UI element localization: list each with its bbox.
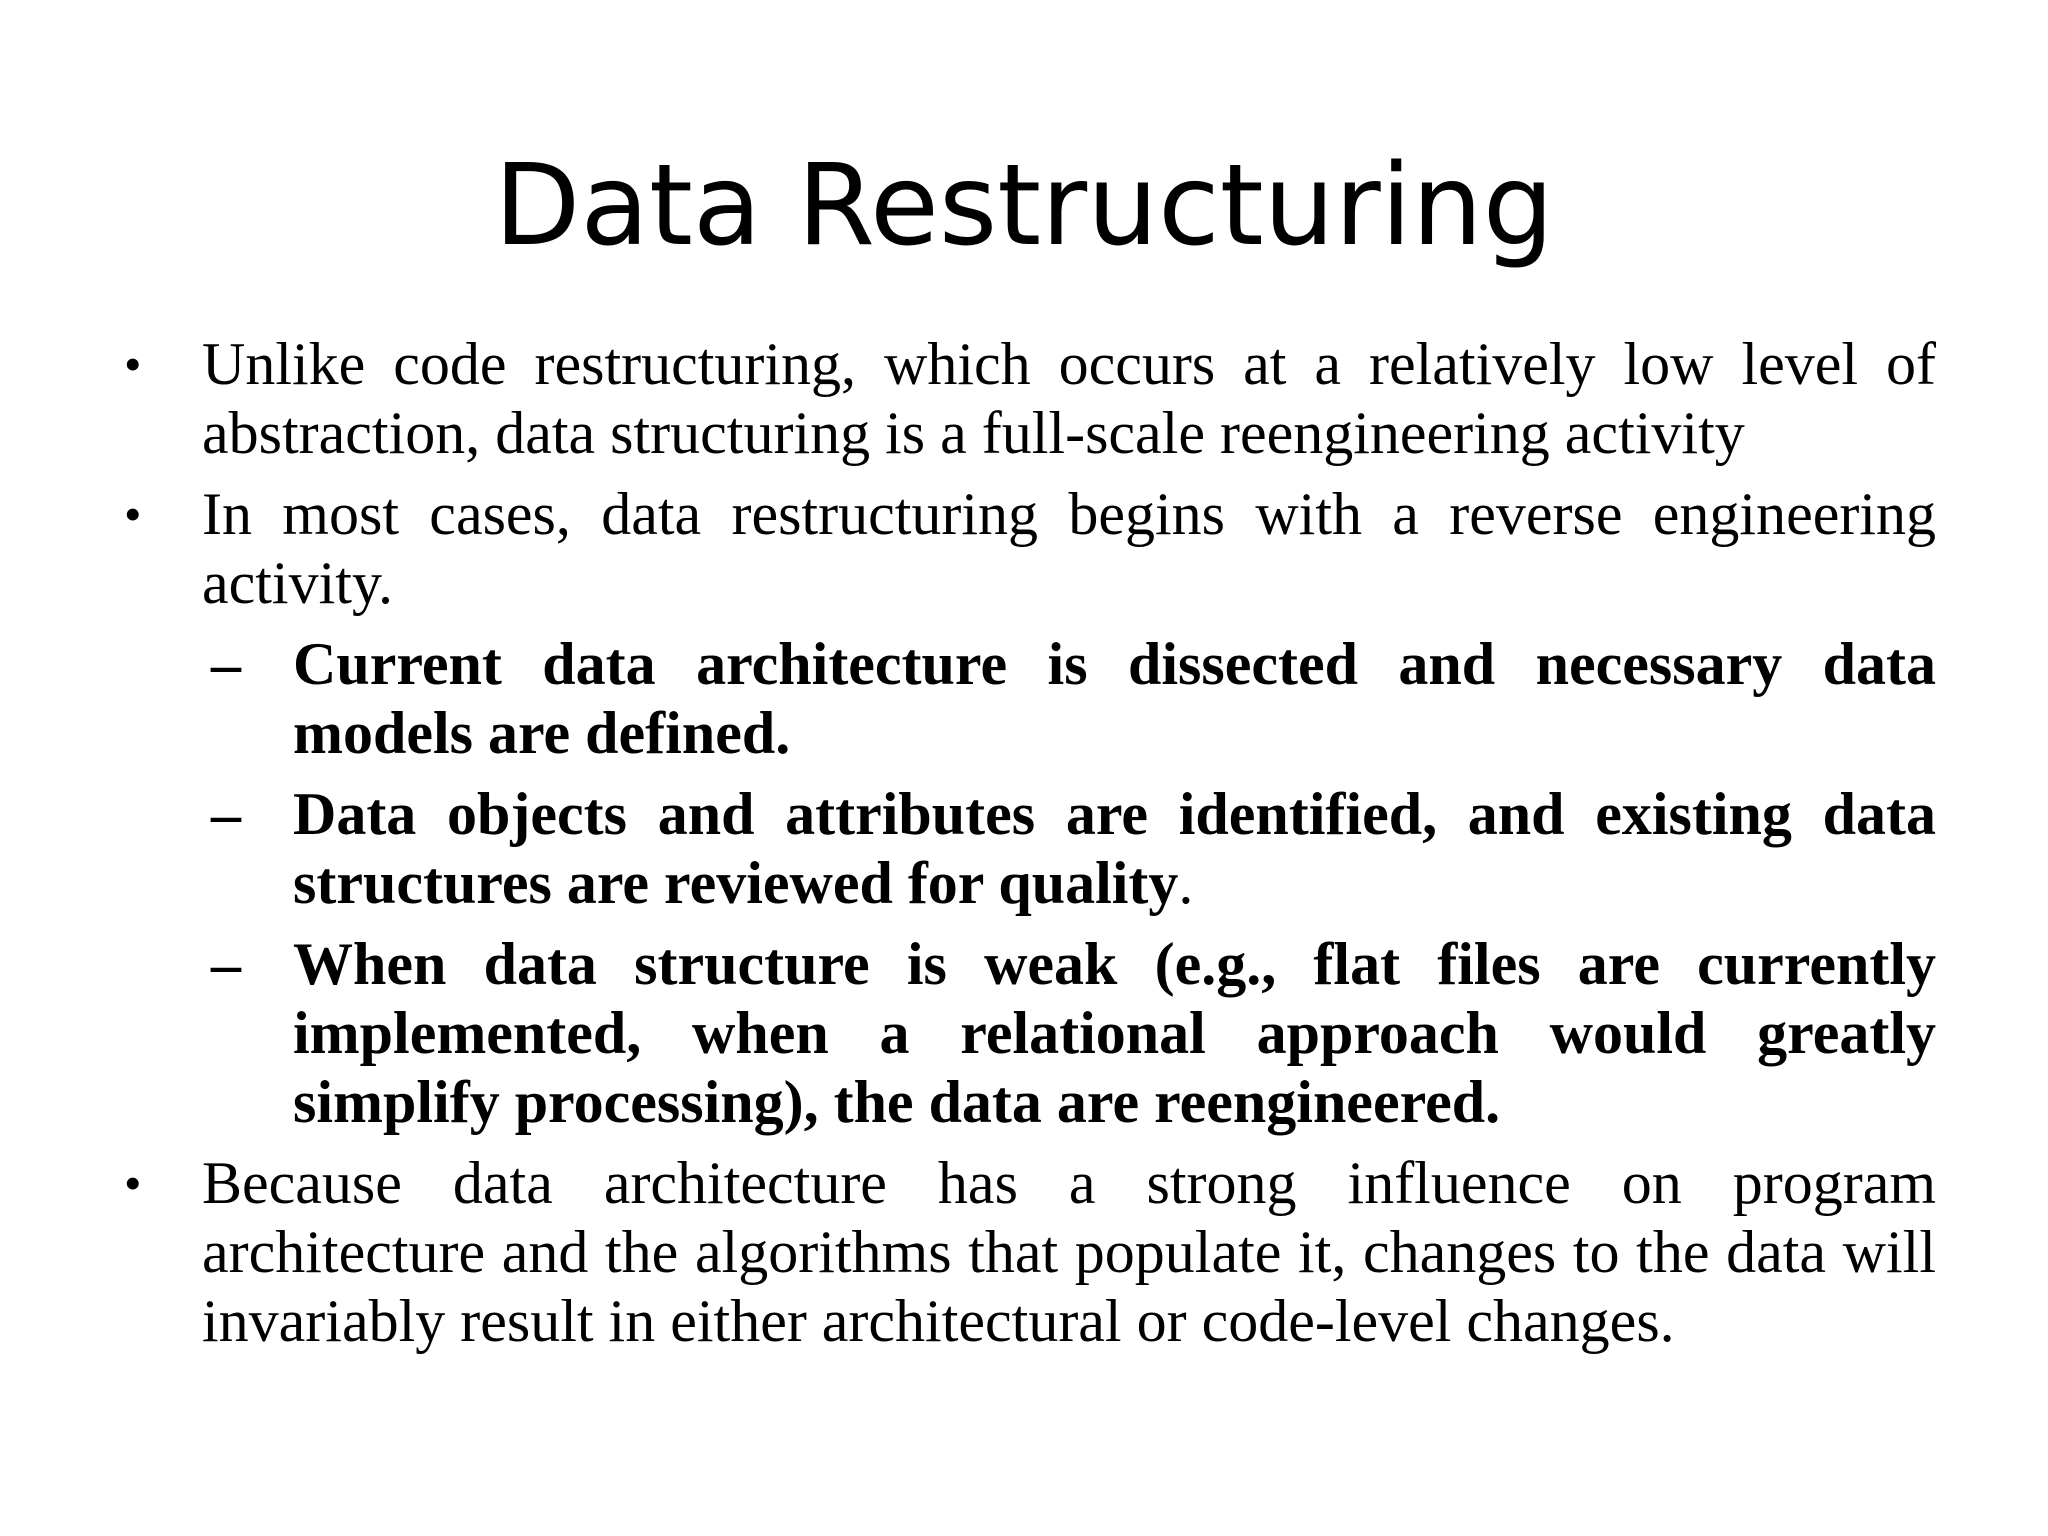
- sub-bullet-text-main: Data objects and attributes are identified, and existing data structures are reviewed for quality: [293, 781, 1936, 916]
- sub-bullet-text: Current data architecture is dissected and necessary data models are defined.: [293, 631, 1936, 766]
- bullet-text: In most cases, data restructuring begins with a reverse engineering activity.: [202, 481, 1936, 616]
- sub-bullet-text: When data structure is weak (e.g., flat files are currently implemented, when a relational approach would greatly simplify processing), the data are reengineered.: [293, 931, 1936, 1135]
- sub-bullet-text-tail: .: [1178, 850, 1194, 916]
- bullet-marker: •: [124, 486, 142, 542]
- sub-bullet-item: [118, 930, 1936, 1137]
- bullet-marker: •: [124, 1155, 142, 1211]
- bullet-item: [118, 1149, 1936, 1356]
- bullet-item: [118, 480, 1936, 618]
- bullet-item: [118, 330, 1936, 468]
- sub-bullet-item: [118, 780, 1936, 918]
- bullet-text: Because data architecture has a strong influence on program architecture and the algorithms that populate it, changes to the data will invariably result in either architectural or code-level changes.: [202, 1150, 1936, 1354]
- dash-marker: –: [211, 781, 241, 847]
- bullet-marker: •: [124, 336, 142, 392]
- dash-marker: –: [211, 931, 241, 997]
- slide-title: Data Restructuring: [494, 141, 1554, 271]
- sub-bullet-text: [293, 780, 1936, 918]
- sub-bullet-item: [118, 630, 1936, 768]
- bullet-text: Unlike code restructuring, which occurs at a relatively low level of abstraction, data structuring is a full-scale reengineering activity: [202, 331, 1936, 466]
- slide-body: [118, 330, 1936, 1368]
- dash-marker: –: [211, 631, 241, 697]
